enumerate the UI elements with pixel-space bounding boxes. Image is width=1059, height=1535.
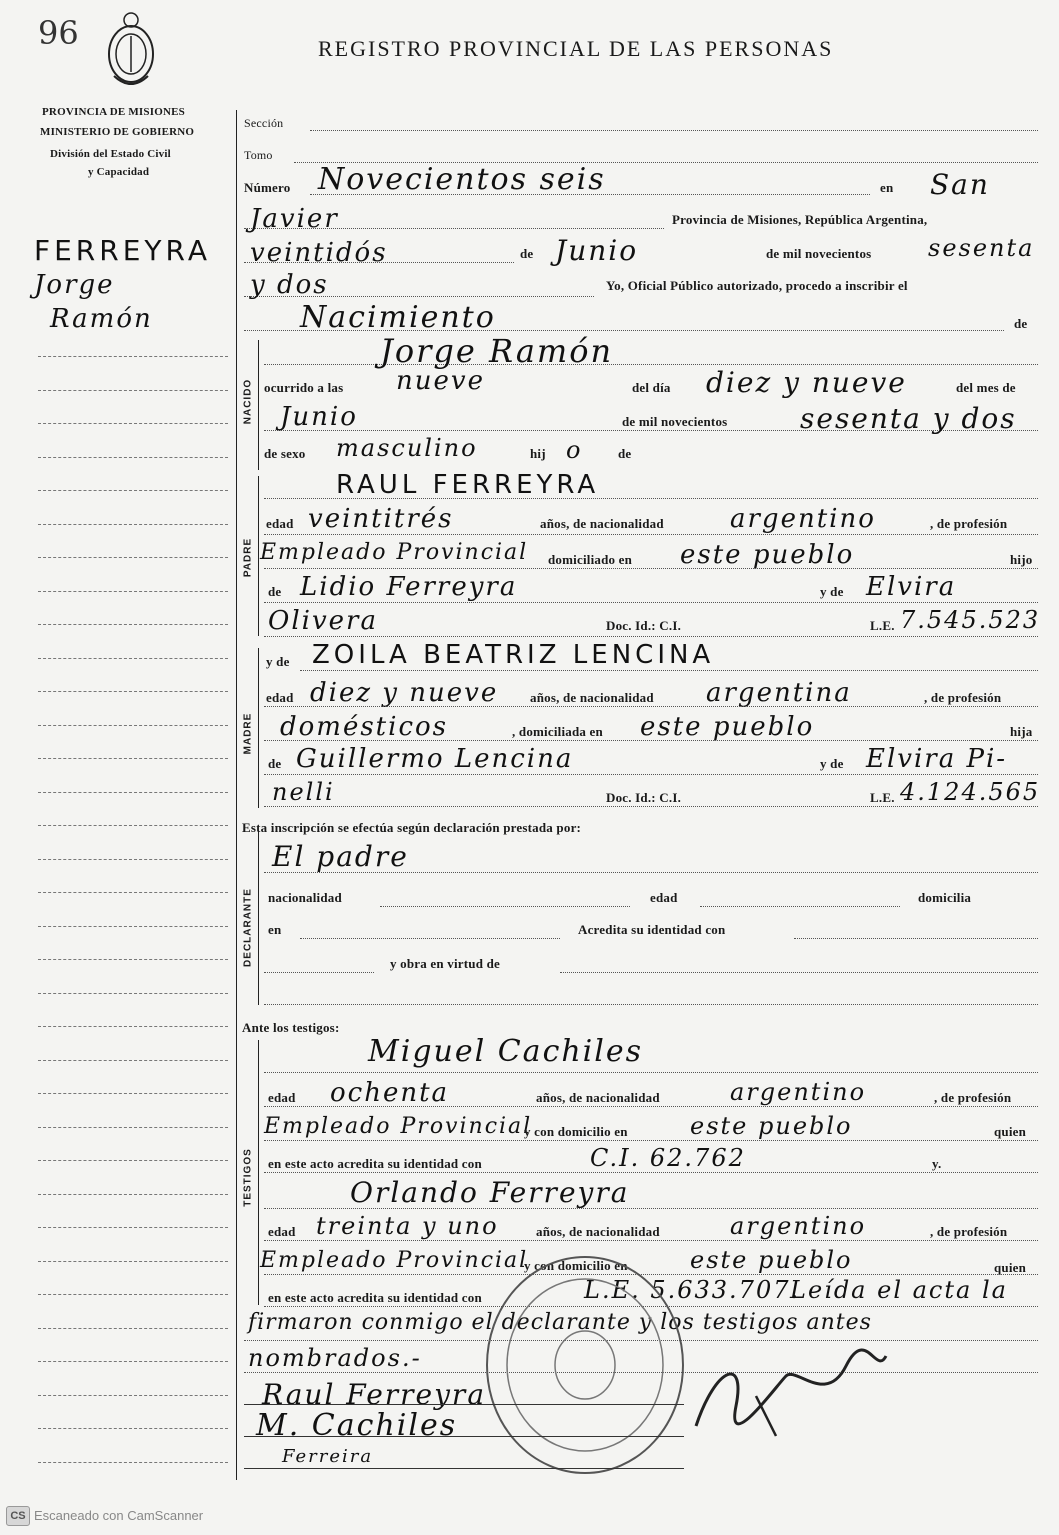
- t2-acredita-label: en este acto acredita su identidad con: [268, 1290, 482, 1305]
- margin-dash-line: [38, 1060, 228, 1061]
- abuela-paterna-2: Olivera: [268, 606, 378, 636]
- madre-nombre-line: [300, 670, 1038, 671]
- hora-value: nueve: [396, 366, 485, 396]
- padre-line-5: [264, 636, 1038, 637]
- margin-dash-line: [38, 1361, 228, 1362]
- padre-nac: argentino: [730, 504, 876, 534]
- hija-label: hija: [1010, 724, 1033, 739]
- testigo1-line: [264, 1072, 1038, 1073]
- coat-of-arms-icon: [100, 6, 162, 96]
- acto-value: Nacimiento: [300, 300, 496, 335]
- margin-dash-line: [38, 658, 228, 659]
- division-heading: División del Estado Civil: [50, 148, 171, 160]
- provincia-text: Provincia de Misiones, República Argentina,: [672, 212, 928, 227]
- numero-value: Novecientos seis: [318, 162, 606, 197]
- testigo1-nombre: Miguel Cachiles: [368, 1034, 644, 1069]
- cierre-1: Leída el acta la: [790, 1276, 1008, 1304]
- sexo-value: masculino: [336, 434, 478, 462]
- madre-line-4: [264, 774, 1038, 775]
- margin-dash-line: [38, 1428, 228, 1429]
- margin-dash-line: [38, 926, 228, 927]
- en-label: en: [880, 180, 894, 195]
- padre-anios-label: años, de nacionalidad: [540, 516, 664, 531]
- decl-edad-line: [700, 906, 900, 907]
- t2-edad-label: edad: [268, 1224, 296, 1239]
- t2-quien-label: quien: [994, 1260, 1027, 1275]
- t1-dom-label: y con domicilio en: [524, 1124, 628, 1139]
- padre-frame-line: [258, 476, 259, 636]
- testigos-frame-line: [258, 1040, 259, 1305]
- t2-prof-label: , de profesión: [930, 1224, 1008, 1239]
- numero-label: Número: [244, 180, 291, 195]
- margin-dash-line: [38, 1194, 228, 1195]
- de-label-3: de: [618, 446, 632, 461]
- dia-value: veintidós: [250, 238, 388, 268]
- margin-dash-line: [38, 390, 228, 391]
- declarante-frame-line: [258, 830, 259, 1005]
- margin-dash-line: [38, 457, 228, 458]
- madre-de-label: de: [268, 756, 282, 771]
- del-dia-label: del día: [632, 380, 671, 395]
- ocurrido-label: ocurrido a las: [264, 380, 344, 395]
- signature-testigo1: M. Cachiles: [256, 1408, 458, 1443]
- padre-line-2: [264, 534, 1038, 535]
- margin-dash-line: [38, 993, 228, 994]
- margin-dash-line: [38, 1395, 228, 1396]
- decl-dom-label: domicilia: [918, 890, 972, 905]
- page-number: 96: [38, 14, 79, 52]
- margin-dash-line: [38, 758, 228, 759]
- main-frame-line: [236, 110, 237, 1480]
- madre-le-value: 4.124.565: [900, 778, 1041, 806]
- nacido-frame-line: [258, 340, 259, 470]
- padre-edad-label: edad: [266, 516, 294, 531]
- decl-en-line: [300, 938, 560, 939]
- de-label-1: de: [520, 246, 534, 261]
- madre-doc-label: Doc. Id.: C.I.: [606, 790, 682, 805]
- padre-line-4: [264, 602, 1038, 603]
- side-label-declarante: DECLARANTE: [242, 888, 254, 967]
- margin-dash-line: [38, 1462, 228, 1463]
- abuela-paterna: Elvira: [866, 572, 957, 602]
- t2-nac: argentino: [730, 1212, 867, 1240]
- t1-edad: ochenta: [330, 1078, 450, 1108]
- t1-prof-label: , de profesión: [934, 1090, 1012, 1105]
- decl-acredita-label: Acredita su identidad con: [578, 922, 726, 937]
- padre-le-label: L.E.: [870, 618, 895, 633]
- madre-yde-label: y de: [266, 654, 290, 669]
- margin-dash-line: [38, 490, 228, 491]
- t1-nac: argentino: [730, 1078, 867, 1106]
- margin-dash-line: [38, 959, 228, 960]
- t2-dom-label: y con domicilio en: [524, 1258, 628, 1273]
- madre-le-label: L.E.: [870, 790, 895, 805]
- margin-first-name: Jorge: [34, 270, 115, 300]
- testigo2-line: [264, 1208, 1038, 1209]
- margin-dash-line: [38, 1026, 228, 1027]
- margin-dash-line: [38, 792, 228, 793]
- en-value: San: [930, 168, 990, 201]
- margin-dash-line: [38, 859, 228, 860]
- testigos-label: Ante los testigos:: [242, 1020, 340, 1035]
- mes-nac-value: Junio: [280, 402, 358, 432]
- margin-dash-line: [38, 1328, 228, 1329]
- nacido-nombre: Jorge Ramón: [380, 332, 614, 370]
- de-mil2-label: de mil novecientos: [622, 414, 728, 429]
- madre-profesion: domésticos: [280, 712, 449, 742]
- margin-dash-line: [38, 691, 228, 692]
- margin-dash-line: [38, 725, 228, 726]
- padre-yde-label: y de: [820, 584, 844, 599]
- margin-dash-line: [38, 1227, 228, 1228]
- abuela-materna: Elvira Pi-: [866, 744, 1008, 774]
- anio-cont-value: y dos: [250, 270, 329, 300]
- hijo-label: hijo: [1010, 552, 1033, 567]
- t1-y-label: y.: [932, 1156, 942, 1171]
- side-label-nacido: NACIDO: [242, 378, 254, 425]
- margin-dash-line: [38, 557, 228, 558]
- lugar-value: Javier: [250, 204, 339, 234]
- testigo-line-6: [264, 1240, 1038, 1241]
- del-mes-label: del mes de: [956, 380, 1016, 395]
- padre-edad: veintitrés: [308, 504, 454, 534]
- side-label-testigos: TESTIGOS: [242, 1148, 254, 1207]
- margin-dash-line: [38, 624, 228, 625]
- cierre-3: nombrados.-: [248, 1344, 422, 1372]
- dia-nac-value: diez y nueve: [706, 366, 907, 399]
- capacity-heading: y Capacidad: [88, 166, 150, 178]
- seccion-line: [310, 130, 1038, 131]
- abuelo-materno: Guillermo Lencina: [296, 744, 574, 774]
- sexo-label: de sexo: [264, 446, 306, 461]
- madre-line-3: [264, 740, 1038, 741]
- madre-edad-label: edad: [266, 690, 294, 705]
- hij-value: o: [566, 436, 583, 464]
- testigo-line-3: [264, 1140, 1038, 1141]
- mes-value: Junio: [555, 234, 639, 267]
- t1-acredita-label: en este acto acredita su identidad con: [268, 1156, 482, 1171]
- decl-nac-label: nacionalidad: [268, 890, 342, 905]
- margin-dash-line: [38, 1127, 228, 1128]
- t1-domicilio: este pueblo: [690, 1112, 853, 1140]
- margin-dash-line: [38, 524, 228, 525]
- madre-prof-label: , de profesión: [924, 690, 1002, 705]
- margin-dash-line: [38, 1294, 228, 1295]
- margin-dash-line: [38, 1093, 228, 1094]
- scanner-badge: CS: [6, 1506, 30, 1526]
- t2-le: L.E. 5.633.707.: [584, 1276, 801, 1304]
- ministry-heading: MINISTERIO DE GOBIERNO: [40, 126, 195, 138]
- seccion-label: Sección: [244, 116, 284, 130]
- anio-value: sesenta: [928, 234, 1035, 262]
- madre-line-5: [264, 806, 1038, 807]
- padre-le-value: 7.545.523: [900, 606, 1041, 634]
- margin-middle-name: Ramón: [50, 304, 153, 334]
- t1-anios-label: años, de nacionalidad: [536, 1090, 660, 1105]
- side-label-madre: MADRE: [242, 712, 254, 755]
- margin-dash-line: [38, 591, 228, 592]
- decl-acredita-line: [794, 938, 1038, 939]
- testigo2-nombre: Orlando Ferreyra: [350, 1176, 630, 1209]
- abuelo-paterno: Lidio Ferreyra: [300, 572, 518, 602]
- scanner-watermark: Escaneado con CamScanner: [34, 1508, 204, 1523]
- decl-line-final: [264, 1004, 1038, 1005]
- anio-nac-value: sesenta y dos: [800, 402, 1017, 435]
- testigo-line-4: [264, 1172, 1038, 1173]
- de-mil-label: de mil novecientos: [766, 246, 872, 261]
- side-label-padre: PADRE: [242, 537, 254, 578]
- abuela-materna-2: nelli: [272, 778, 335, 806]
- t2-anios-label: años, de nacionalidad: [536, 1224, 660, 1239]
- madre-dom-label: , domiciliada en: [512, 724, 603, 739]
- hij-label: hij: [530, 446, 546, 461]
- madre-line-2: [264, 706, 1038, 707]
- decl-obra-label: y obra en virtud de: [390, 956, 500, 971]
- madre-domicilio: este pueblo: [640, 712, 815, 742]
- t1-quien-label: quien: [994, 1124, 1027, 1139]
- madre-frame-line: [258, 648, 259, 808]
- padre-profesion: Empleado Provincial: [260, 540, 529, 565]
- margin-dash-line: [38, 1261, 228, 1262]
- margin-dash-line: [38, 356, 228, 357]
- t1-profesion: Empleado Provincial: [264, 1114, 533, 1139]
- madre-nac: argentina: [706, 678, 852, 708]
- t1-ci: C.I. 62.762: [590, 1144, 746, 1172]
- cierre-2: firmaron conmigo el declarante y los testigos antes: [248, 1310, 872, 1335]
- signature-line-2: [244, 1436, 684, 1437]
- province-heading: PROVINCIA DE MISIONES: [42, 106, 185, 118]
- official-seal-icon: [480, 1250, 690, 1480]
- padre-doc-label: Doc. Id.: C.I.: [606, 618, 682, 633]
- t2-domicilio: este pueblo: [690, 1246, 853, 1274]
- margin-dash-line: [38, 825, 228, 826]
- declarante-line: [264, 872, 1038, 873]
- padre-line-3: [264, 568, 1038, 569]
- inscripcion-text: Esta inscripción se efectúa según declaración prestada por:: [242, 820, 582, 835]
- padre-dom-label: domiciliado en: [548, 552, 633, 567]
- madre-yde2-label: y de: [820, 756, 844, 771]
- tomo-label: Tomo: [244, 148, 273, 162]
- padre-de-label: de: [268, 584, 282, 599]
- t2-profesion: Empleado Provincial: [260, 1248, 529, 1273]
- t2-edad: treinta y uno: [316, 1212, 499, 1240]
- decl-obra-line-2: [560, 972, 1038, 973]
- decl-en-label: en: [268, 922, 282, 937]
- padre-prof-label: , de profesión: [930, 516, 1008, 531]
- signature-line-1: [244, 1404, 684, 1405]
- madre-anios-label: años, de nacionalidad: [530, 690, 654, 705]
- margin-dash-line: [38, 892, 228, 893]
- margin-dash-line: [38, 1160, 228, 1161]
- de-label-2: de: [1014, 316, 1028, 331]
- margin-dash-line: [38, 423, 228, 424]
- signature-line-3: [244, 1468, 684, 1469]
- signature-testigo2: Ferreira: [282, 1446, 374, 1467]
- official-signature-icon: [676, 1346, 896, 1446]
- decl-nac-line: [380, 906, 630, 907]
- decl-edad-label: edad: [650, 890, 678, 905]
- t1-edad-label: edad: [268, 1090, 296, 1105]
- signature-padre: Raul Ferreyra: [262, 1378, 487, 1411]
- testigo-line-2: [264, 1106, 1038, 1107]
- padre-nombre: RAUL FERREYRA: [336, 470, 600, 500]
- declarante-value: El padre: [272, 840, 409, 873]
- madre-nombre: ZOILA BEATRIZ LENCINA: [312, 640, 715, 670]
- margin-surname: FERREYRA: [34, 234, 211, 267]
- madre-edad: diez y nueve: [310, 678, 499, 708]
- oficial-text: Yo, Oficial Público autorizado, procedo a inscribir el: [606, 278, 908, 293]
- padre-domicilio: este pueblo: [680, 540, 855, 570]
- document-title: REGISTRO PROVINCIAL DE LAS PERSONAS: [318, 36, 834, 61]
- decl-obra-line-1: [264, 972, 374, 973]
